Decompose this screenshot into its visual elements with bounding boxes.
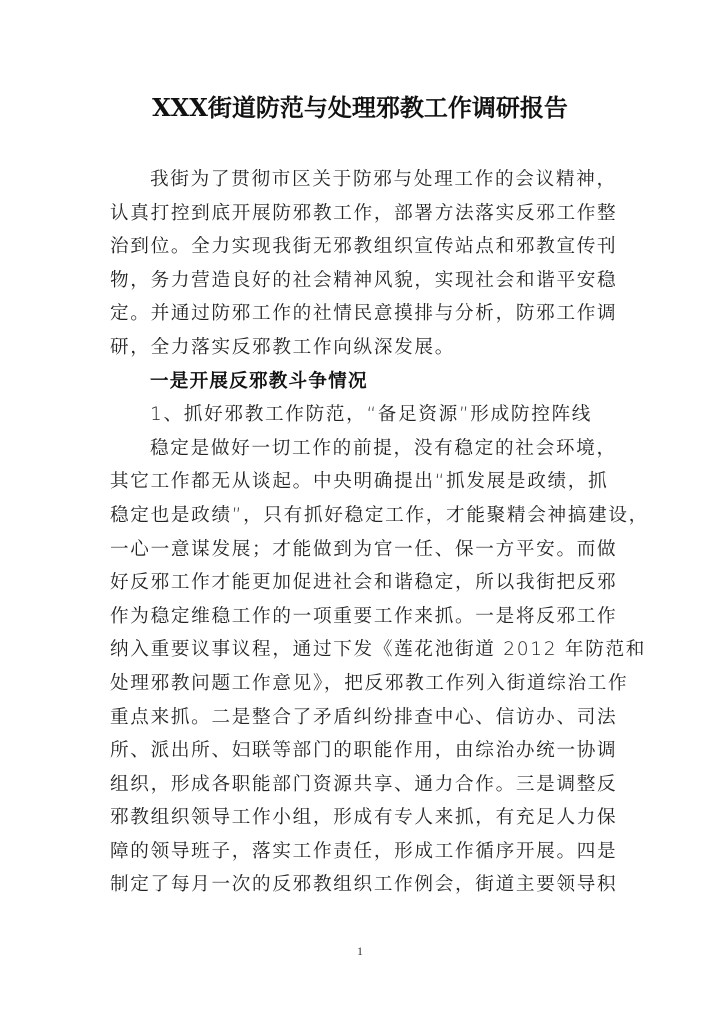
paragraph-line: 处理邪教问题工作意见》，把反邪教工作列入街道综治工作	[110, 672, 629, 694]
section-heading: 一是开展反邪教斗争情况	[150, 370, 368, 392]
paragraph-line: 定。并通过防邪工作的社情民意摸排与分析，防邪工作调	[110, 303, 618, 325]
paragraph-line: 纳入重要议事议程，通过下发《莲花池街道 2012 年防范和	[110, 639, 647, 661]
paragraph-line: 认真打控到底开展防邪教工作，部署方法落实反邪工作整	[110, 202, 618, 224]
paragraph-line: 所、派出所、妇联等部门的职能作用，由综治办统一协调	[110, 740, 618, 762]
document-title: XXX街道防范与处理邪教工作调研报告	[152, 93, 568, 122]
paragraph-line: 组织，形成各职能部门资源共享、通力合作。三是调整反	[110, 773, 618, 795]
subsection-heading: 1、抓好邪教工作防范，“备足资源”形成防控阵线	[150, 404, 593, 426]
paragraph-line: 其它工作都无从谈起。中央明确提出“抓发展是政绩，抓	[110, 471, 609, 493]
paragraph-line: 稳定也是政绩”，只有抓好稳定工作，才能聚精会神搞建设，	[110, 504, 649, 526]
paragraph-line: 稳定是做好一切工作的前提，没有稳定的社会环境，	[150, 437, 617, 459]
paragraph-line: 治到位。全力实现我街无邪教组织宣传站点和邪教宣传刊	[110, 236, 618, 258]
page-number: 1	[357, 944, 363, 958]
paragraph-line: 制定了每月一次的反邪教组织工作例会，街道主要领导积	[110, 874, 618, 896]
paragraph-line: 好反邪工作才能更加促进社会和谐稳定，所以我街把反邪	[110, 572, 618, 594]
paragraph-line: 物，务力营造良好的社会精神风貌，实现社会和谐平安稳	[110, 269, 618, 291]
paragraph-line: 作为稳定维稳工作的一项重要工作来抓。一是将反邪工作	[110, 605, 618, 627]
paragraph-line: 我街为了贯彻市区关于防邪与处理工作的会议精神，	[150, 169, 617, 190]
document-body	[110, 163, 649, 902]
paragraph-line: 障的领导班子，落实工作责任，形成工作循序开展。四是	[110, 840, 618, 862]
paragraph-line: 重点来抓。二是整合了矛盾纠纷排查中心、信访办、司法	[110, 706, 618, 728]
paragraph-line: 研，全力落实反邪教工作向纵深发展。	[110, 336, 455, 358]
paragraph-line: 一心一意谋发展；才能做到为官一任、保一方平安。而做	[110, 538, 618, 560]
paragraph-line: 邪教组织领导工作小组，形成有专人来抓，有充足人力保	[110, 807, 618, 829]
